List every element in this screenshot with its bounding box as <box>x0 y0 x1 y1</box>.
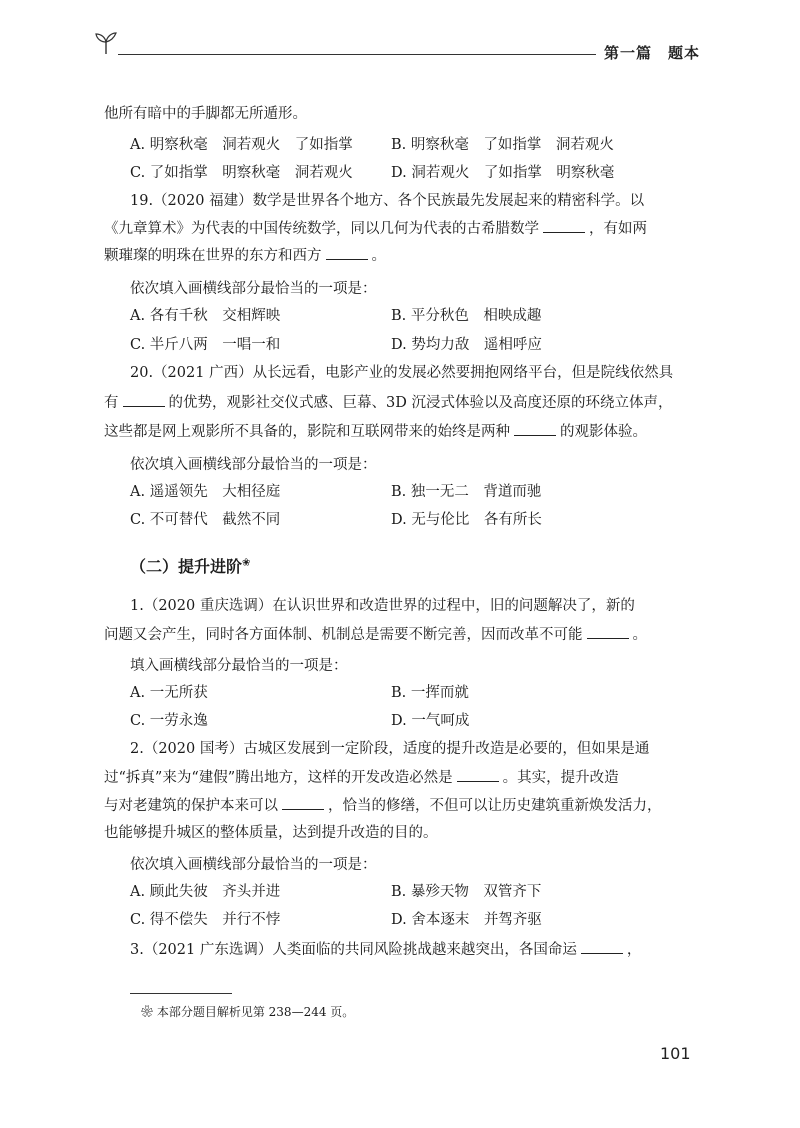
text-segment: 。其实，提升改造 <box>502 770 619 786</box>
text-segment: ， <box>626 942 642 958</box>
option-d: D. 洞若观火 了如指掌 明察秋毫 <box>391 165 615 181</box>
option-c: C. 一劳永逸 <box>130 713 208 729</box>
option-d: D. 势均力敌 遥相呼应 <box>391 337 542 353</box>
question-2-line <box>104 795 662 816</box>
question-2-line: 2.（2020 国考）古城区发展到一定阶段，适度的提升改造是必要的，但如果是通 <box>130 741 650 757</box>
answer-blank <box>123 392 165 407</box>
question-prompt: 依次填入画横线部分最恰当的一项是： <box>130 281 377 297</box>
option-b: B. 明察秋毫 了如指掌 洞若观火 <box>391 137 614 153</box>
header-rule <box>118 54 596 55</box>
option-c: C. 得不偿失 并行不悖 <box>130 912 281 928</box>
footnote-rule <box>130 993 232 994</box>
question-1-line: 1.（2020 重庆选调）在认识世界和改造世界的过程中，旧的问题解决了，新的 <box>130 598 635 614</box>
header-title: 第一篇 题本 <box>604 44 701 62</box>
option-b: B. 平分秋色 相映成趣 <box>391 308 542 324</box>
question-19-line <box>104 218 647 239</box>
question-3-line <box>130 939 641 960</box>
text-segment: 有 <box>104 395 119 411</box>
answer-blank <box>457 767 499 782</box>
option-d: D. 无与伦比 各有所长 <box>391 512 542 528</box>
option-b: B. 独一无二 背道而驰 <box>391 484 542 500</box>
question-19-line <box>104 245 386 266</box>
question-20-line: 20.（2021 广西）从长远看，电影产业的发展必然要拥抱网络平台，但是院线依然具 <box>130 365 674 381</box>
text-segment: 。 <box>632 627 647 643</box>
question-20-line <box>104 392 672 413</box>
page-header <box>0 0 800 70</box>
question-19-line: 19.（2020 福建）数学是世界各个地方、各个民族最先发展起来的精密科学。以 <box>130 193 645 209</box>
sprout-icon <box>94 30 120 56</box>
section-heading <box>130 554 250 577</box>
option-c: C. 不可替代 截然不同 <box>130 512 281 528</box>
answer-blank <box>587 624 629 639</box>
answer-blank <box>581 939 623 954</box>
option-a: A. 一无所获 <box>130 685 208 701</box>
question-prompt: 填入画横线部分最恰当的一项是： <box>130 658 348 674</box>
question-2-line <box>104 767 619 788</box>
answer-blank <box>543 218 585 233</box>
text-segment: 的优势，观影社交仪式感、巨幕、3D 沉浸式体验以及高度还原的环绕立体声， <box>168 395 673 411</box>
page-number: 101 <box>660 1044 691 1063</box>
text-segment: 的观影体验。 <box>560 424 647 440</box>
flower-mark-icon: ❀ <box>242 557 251 569</box>
option-c: C. 了如指掌 明察秋毫 洞若观火 <box>130 165 353 181</box>
text-segment: 3.（2021 广东选调）人类面临的共同风险挑战越来越突出，各国命运 <box>130 942 577 958</box>
text-segment: ，有如两 <box>589 221 647 237</box>
answer-blank <box>326 245 368 260</box>
text-line: 他所有暗中的手脚都无所遁形。 <box>104 106 307 122</box>
footnote <box>141 1003 354 1020</box>
text-segment: ，恰当的修缮，不但可以让历史建筑重新焕发活力， <box>328 798 662 814</box>
text-segment: 颗璀璨的明珠在世界的东方和西方 <box>104 248 322 264</box>
question-prompt: 依次填入画横线部分最恰当的一项是： <box>130 457 377 473</box>
option-a: A. 遥遥领先 大相径庭 <box>130 484 281 500</box>
option-d: D. 一气呵成 <box>391 713 470 729</box>
text-segment: 问题又会产生，同时各方面体制、机制总是需要不断完善，因而改革不可能 <box>104 627 583 643</box>
text-segment: 与对老建筑的保护本来可以 <box>104 798 278 814</box>
option-a: A. 顾此失彼 齐头并进 <box>130 884 281 900</box>
option-b: B. 一挥而就 <box>391 685 469 701</box>
option-a: A. 明察秋毫 洞若观火 了如指掌 <box>130 137 353 153</box>
question-2-line: 也能够提升城区的整体质量，达到提升改造的目的。 <box>104 825 438 841</box>
text-segment: 过“拆真”来为“建假”腾出地方，这样的开发改造必然是 <box>104 770 453 786</box>
question-prompt: 依次填入画横线部分最恰当的一项是： <box>130 857 377 873</box>
question-1-line <box>104 624 647 645</box>
text-segment: 这些都是网上观影所不具备的，影院和互联网带来的始终是两种 <box>104 424 510 440</box>
flower-mark-icon: ❀ <box>141 1005 154 1019</box>
option-c: C. 半斤八两 一唱一和 <box>130 337 281 353</box>
question-20-line <box>104 421 647 442</box>
option-a: A. 各有千秋 交相辉映 <box>130 308 281 324</box>
footnote-text: 本部分题目解析见第 238—244 页。 <box>156 1005 355 1019</box>
text-segment: 《九章算术》为代表的中国传统数学，同以几何为代表的古希腊数学 <box>104 221 539 237</box>
option-b: B. 暴殄天物 双管齐下 <box>391 884 542 900</box>
answer-blank <box>514 421 556 436</box>
text-segment: 。 <box>371 248 386 264</box>
section-title: （二）提升进阶 <box>130 557 243 576</box>
option-d: D. 舍本逐末 并驾齐驱 <box>391 912 542 928</box>
answer-blank <box>282 795 324 810</box>
